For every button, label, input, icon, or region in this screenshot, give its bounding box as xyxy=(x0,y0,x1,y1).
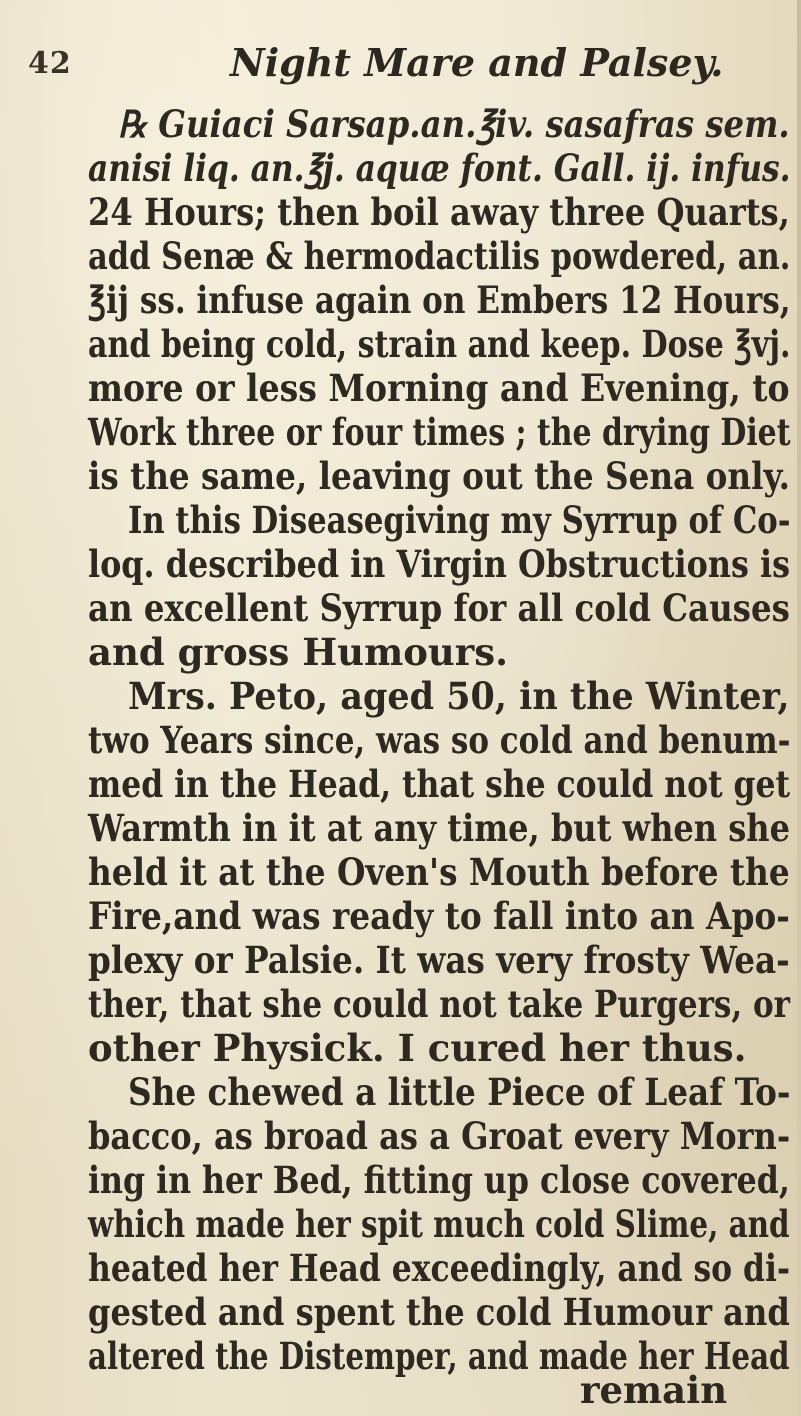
text-line: ing in her Bed, fitting up close covered, xyxy=(88,1158,790,1202)
catchword: remain xyxy=(580,1368,728,1412)
text-line: ther, that she could not take Purgers, or xyxy=(88,982,790,1026)
text-line: which made her spit much cold Slime, and xyxy=(88,1202,790,1246)
text-line: and being cold, strain and keep. Dose ℥vj. xyxy=(88,322,791,366)
text-line: Fire,and was ready to fall into an Apo- xyxy=(88,894,790,938)
text-line: She chewed a little Piece of Leaf To- xyxy=(128,1070,791,1114)
text-line: and gross Humours. xyxy=(88,630,509,674)
text-line: add Senæ & hermodactilis powdered, an. xyxy=(88,234,791,278)
text-line: 24 Hours; then boil away three Quarts, xyxy=(88,190,790,234)
text-line: plexy or Palsie. It was very frosty Wea- xyxy=(88,938,790,982)
text-line: bacco, as broad as a Groat every Morn- xyxy=(88,1114,791,1158)
text-line: an excellent Syrrup for all cold Causes xyxy=(88,586,790,630)
text-line: held it at the Oven's Mouth before the xyxy=(88,850,790,894)
text-line: Mrs. Peto, aged 50, in the Winter, xyxy=(128,674,790,718)
running-head: Night Mare and Palsey. xyxy=(230,40,724,85)
text-line: ℥ij ss. infuse again on Embers 12 Hours, xyxy=(88,278,791,322)
text-line: ℞ Guiaci Sarsap.an.℥iv. sasafras sem. xyxy=(118,102,790,146)
page-number: 42 xyxy=(28,46,72,81)
text-line: heated her Head exceedingly, and so di- xyxy=(88,1246,790,1290)
text-line: altered the Distemper, and made her Head xyxy=(88,1334,790,1378)
text-line: loq. described in Virgin Obstructions is xyxy=(88,542,791,586)
text-line: two Years since, was so cold and benum- xyxy=(88,718,791,762)
text-line: In this Diseasegiving my Syrrup of Co- xyxy=(128,498,791,542)
text-line: is the same, leaving out the Sena only. xyxy=(88,454,791,498)
text-line: Warmth in it at any time, but when she xyxy=(88,806,790,850)
text-line: Work three or four times ; the drying Diet xyxy=(88,410,791,454)
text-line: anisi liq. an.℥j. aquæ font. Gall. ij. infus. xyxy=(88,146,791,190)
text-line: more or less Morning and Evening, to xyxy=(88,366,790,410)
text-line: gested and spent the cold Humour and xyxy=(88,1290,790,1334)
text-line: med in the Head, that she could not get xyxy=(88,762,791,806)
text-line: other Physick. I cured her thus. xyxy=(88,1026,747,1070)
